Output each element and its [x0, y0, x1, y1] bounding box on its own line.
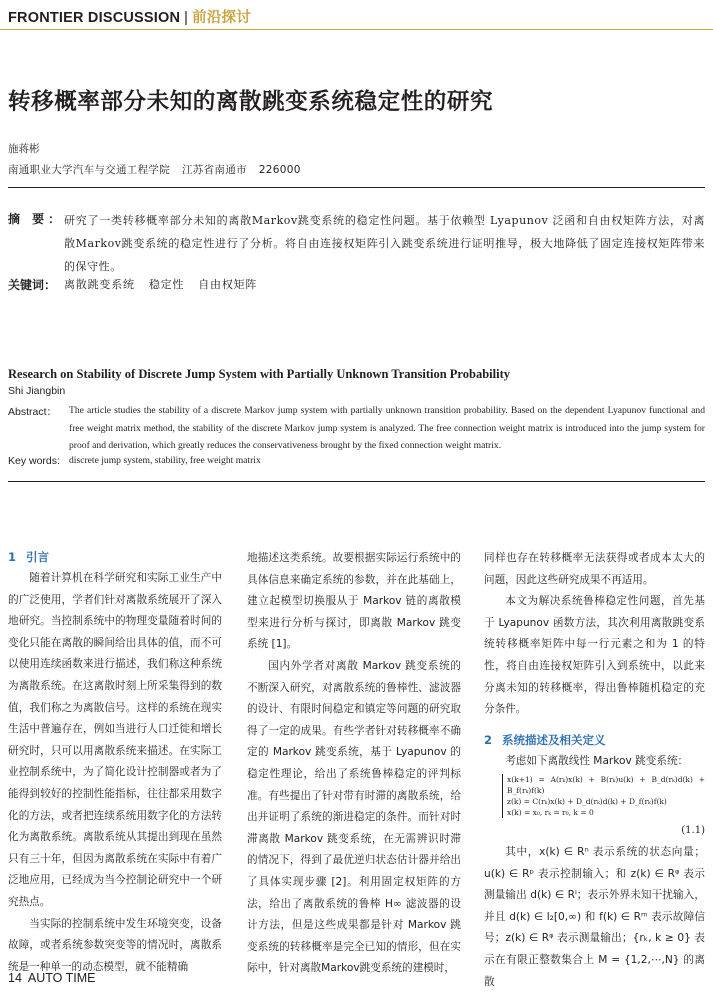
english-title: Research on Stability of Discrete Jump System with Partially Unknown Transition Probability	[8, 367, 510, 381]
equation-number: (1.1)	[681, 825, 705, 837]
equation-line: x(k+1) = A(rₖ)x(k) + B(rₖ)u(k) + B_d(rₖ)d(k) + B_f(rₖ)f(k)	[507, 775, 705, 796]
affiliation-zip: 226000	[258, 164, 301, 176]
paragraph: 考虑如下离散线性 Markov 跳变系统：	[505, 754, 689, 767]
paragraph: 国内外学者对离散 Markov 跳变系统的不断深入研究，对离散系统的鲁棒性、滤波器的设计、有限时间稳定和镇定等问题的研究取得了一定的成果。有些学者针对转移概率不确定的 Markov 跳变系统，基于 Lyapunov 的稳定性理论，给出了系统鲁棒稳定的评判标准。有些提出了针对带有时滞的离散系统，给出并证明了系统的渐进稳定的条件。而针对时滞离散 Markov 跳变系统，在无需辨识时滞的情况下，得到了最优逆归状态估计器并给出了具体实现步骤 [2]。利用固定权矩阵的方法，给出了离散系统的鲁棒 H∞ 滤波器的设计方法，但是这些成果都是针对 Markov 跳变系统的转移概率是完全已知的情形，但在实际中，针对离散Markov跳变系统的建模时，	[247, 659, 461, 975]
header-rule	[0, 29, 713, 30]
affiliation-place: 江苏省南通市	[182, 164, 247, 176]
section-heading	[8, 546, 222, 568]
paragraph: 当实际的控制系统中发生环境突变，设备故障，或者系统参数突变等的情况时，离散系统是一种单一的动态模型，就不能精确	[8, 917, 222, 973]
abstract-text: 研究了一类转移概率部分未知的离散Markov跳变系统的稳定性问题。基于依赖型 Lyapunov 泛函和自由权矩阵方法，对离散Markov跳变系统的稳定性进行了分析。将自由连接权矩阵引入跳变系统进行证明推导，极大地降低了固定连接权矩阵带来的保守性。	[64, 214, 705, 273]
section-title: 引言	[26, 550, 50, 564]
paper-title: 转移概率部分未知的离散跳变系统稳定性的研究	[8, 89, 494, 115]
keywords-label: 关键词：	[8, 278, 57, 292]
equation-system	[502, 774, 705, 818]
english-abstract-label: Abstract：	[8, 406, 58, 418]
keyword-item: 离散跳变系统	[64, 278, 135, 291]
running-header	[8, 6, 251, 27]
author-name: 施蒋彬	[8, 143, 40, 155]
section-number: 2	[484, 732, 493, 747]
divider	[8, 481, 705, 482]
affiliation-org: 南通职业大学汽车与交通工程学院	[8, 164, 170, 176]
english-keywords-text: discrete jump system, stability, free weight matrix	[69, 455, 261, 466]
author-affiliation	[8, 162, 313, 177]
header-section-cn: 前沿探讨	[192, 10, 251, 26]
header-separator: |	[184, 10, 189, 26]
paragraph: 随着计算机在科学研究和实际工业生产中的广泛使用，学者们针对离散系统展开了深入地研究。当控制系统中的物理变量随着时间的变化只能在离散的瞬间给出具体的值，而不可以使用连续函数来进行描述，我们称这种系统为离散系统。在这离散时刻上所采集得到的数值，我们称之为离散信号。这样的系统在现实生活中普遍存在，例如当进行人口迁徙和增长研究时，只可以用离散系统来描述。在实际工业控制系统中，为了简化设计控制器或者为了能得到较好的控制性能指标，往往都采用数字化的方法，或者把连续系统用数字化的方法转化为离散系统。离散系统从其提出到现在虽然只有三十年，但因为离散系统在实际中有着广泛地应用，已经成为当今控制论研究中一个研究热点。	[8, 572, 222, 908]
header-section-en: FRONTIER DISCUSSION	[8, 10, 181, 26]
english-abstract-text: The article studies the stability of a discrete Markov jump system with partially unknown transition probability. Based on the dependent Lyapunov functional and free weight matrix method, the stability of the discrete Markov jump system is analyzed. The free connection weight matrix is introduced into the jump system for proof and derivation, which greatly reduces the conservativeness brought by the fixed connection weight matrix.	[69, 405, 705, 451]
section-heading	[484, 729, 705, 751]
english-keywords-label: Key words:	[8, 455, 60, 467]
body-column-3	[484, 548, 705, 993]
equation-line: x(k) = x₀, rₖ = r₀, k = 0	[507, 808, 594, 818]
page-footer	[8, 971, 96, 985]
keywords-list	[64, 276, 271, 292]
paragraph: 同样也存在转移概率无法获得或者成本太大的问题，因此这些研究成果不再适用。	[484, 552, 705, 586]
keyword-item: 稳定性	[148, 278, 185, 291]
body-column-2	[247, 548, 461, 980]
keyword-item: 自由权矩阵	[198, 278, 258, 291]
journal-name: AUTO TIME	[27, 971, 96, 985]
divider	[8, 187, 705, 188]
section-title: 系统描述及相关定义	[502, 732, 606, 747]
section-number: 1	[8, 550, 17, 564]
paragraph: 其中，x(k) ∈ Rⁿ 表示系统的状态向量；u(k) ∈ Rᵖ 表示控制输入；和 z(k) ∈ Rᵠ 表示测量输出 d(k) ∈ Rˡ；表示外界未知干扰输入，并且 d(k) ∈ l₂[0,∞) 和 f(k) ∈ Rᵐ 表示故障信号；z(k) ∈ Rᵠ 表示测量输出；{rₖ, k ≥ 0} 表示在有限正整数集合上 M = {1,2,⋯,N} 的离散	[484, 845, 705, 988]
abstract-label: 摘 要：	[8, 212, 65, 226]
english-author: Shi Jiangbin	[8, 385, 66, 397]
equation-line: z(k) = C(rₖ)x(k) + D_d(rₖ)d(k) + D_f(rₖ)f(k)	[507, 797, 667, 807]
page-number: 14	[8, 971, 22, 985]
paragraph: 地描述这类系统。故要根据实际运行系统中的具体信息来确定系统的参数，并在此基础上，建立起模型切换服从于 Markov 链的离散模型来进行分析与探讨，即离散 Markov 跳变系统 [1]。	[247, 552, 461, 651]
body-column-1	[8, 546, 222, 978]
paragraph: 本文为解决系统鲁棒稳定性问题，首先基于 Lyapunov 函数方法，其次利用离散跳变系统转移概率矩阵中每一行元素之和为 1 的特性，将自由连接权矩阵引入到系统中，以此来分离未知的转移概率，得出鲁棒随机稳定的充分条件。	[484, 595, 705, 716]
